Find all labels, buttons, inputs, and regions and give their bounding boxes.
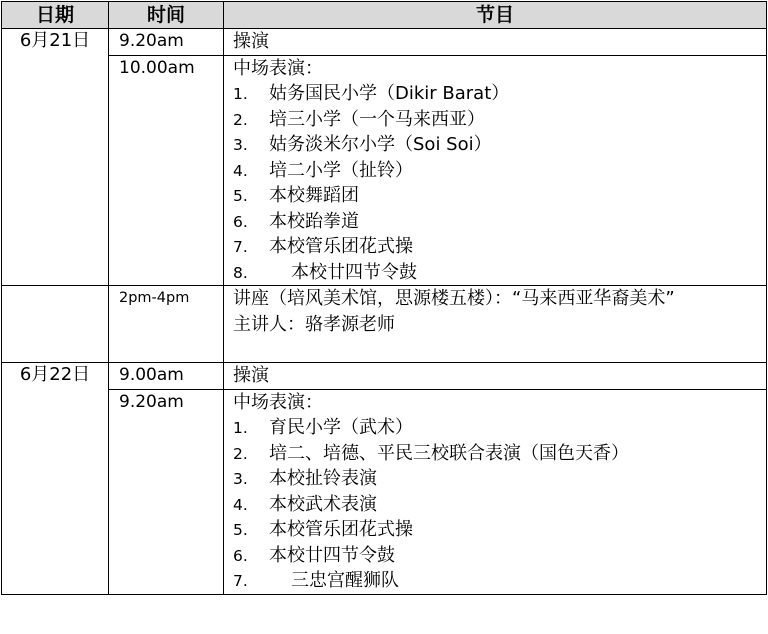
date-cell: 6月21日 — [2, 29, 109, 286]
program-cell — [224, 55, 767, 286]
item-number: 5. — [233, 187, 248, 205]
item-number: 4. — [233, 161, 248, 180]
time-cell: 9.00am — [109, 363, 224, 390]
item-text: 姑务淡米尔小学（Soi Soi） — [269, 134, 492, 155]
item-number: 2. — [233, 444, 248, 463]
program-line: 中场表演： — [233, 57, 323, 79]
item-text: 本校舞蹈团 — [269, 185, 359, 206]
program-cell — [224, 363, 767, 390]
item-text: 本校廿四节令鼓 — [269, 544, 395, 566]
list-item — [233, 107, 766, 133]
item-text: 本校武术表演 — [269, 493, 377, 515]
item-number: 7. — [233, 572, 248, 590]
time-cell: 9.20am — [109, 389, 224, 594]
item-text: 本校扯铃表演 — [269, 468, 377, 489]
time-cell: 2pm-4pm — [109, 286, 224, 363]
program-line: 主讲人：骆孝源老师 — [233, 313, 395, 335]
item-number: 2. — [233, 110, 248, 129]
program-line: 操演 — [233, 31, 269, 52]
date-cell: 6月22日 — [2, 363, 109, 595]
item-text: 三忠宫醒狮队 — [291, 570, 399, 591]
list-item — [233, 543, 766, 569]
table-row — [2, 29, 767, 56]
item-number: 1. — [233, 419, 248, 437]
list-item — [233, 415, 766, 441]
list-item — [233, 158, 766, 184]
item-number: 5. — [233, 521, 248, 539]
list-item — [233, 132, 766, 158]
header-program: 节目 — [224, 2, 767, 29]
table-row — [2, 286, 767, 363]
table-row — [2, 389, 767, 594]
list-item — [233, 260, 766, 286]
list-item — [233, 441, 766, 467]
program-line: 操演 — [233, 365, 269, 386]
list-item — [233, 183, 766, 209]
time-cell: 10.00am — [109, 55, 224, 286]
item-text: 本校廿四节令鼓 — [291, 261, 417, 283]
time-cell: 9.20am — [109, 29, 224, 56]
item-number: 3. — [233, 136, 248, 154]
table-row — [2, 55, 767, 286]
header-row — [2, 2, 767, 29]
header-date: 日期 — [2, 2, 109, 29]
program-cell — [224, 29, 767, 56]
item-number: 6. — [233, 546, 248, 565]
program-cell — [224, 389, 767, 594]
empty-date-cell — [2, 286, 109, 363]
list-item — [233, 492, 766, 518]
header-time: 时间 — [109, 2, 224, 29]
item-number: 8. — [233, 263, 248, 282]
item-text: 本校管乐团花式操 — [269, 519, 413, 540]
list-item — [233, 517, 766, 543]
program-line: 讲座（培风美术馆，思源楼五楼）：“马来西亚华裔美术” — [233, 288, 675, 309]
item-text: 本校管乐团花式操 — [269, 236, 413, 257]
item-text: 姑务国民小学（Dikir Barat） — [269, 83, 510, 104]
item-text: 本校跆拳道 — [269, 210, 359, 232]
item-text: 培二、培德、平民三校联合表演（国色天香） — [269, 442, 629, 464]
item-text: 育民小学（武术） — [269, 417, 413, 438]
list-item — [233, 209, 766, 235]
item-text: 培二小学（扯铃） — [269, 159, 413, 181]
schedule-table — [1, 1, 767, 595]
table-row — [2, 363, 767, 390]
list-item — [233, 568, 766, 594]
program-line: 中场表演： — [233, 391, 323, 413]
program-cell — [224, 286, 767, 363]
item-number: 4. — [233, 495, 248, 514]
item-number: 6. — [233, 212, 248, 231]
item-number: 1. — [233, 85, 248, 103]
item-text: 培三小学（一个马来西亚） — [269, 108, 485, 130]
item-number: 3. — [233, 470, 248, 488]
list-item — [233, 234, 766, 260]
list-item — [233, 81, 766, 107]
list-item — [233, 466, 766, 492]
item-number: 7. — [233, 238, 248, 256]
